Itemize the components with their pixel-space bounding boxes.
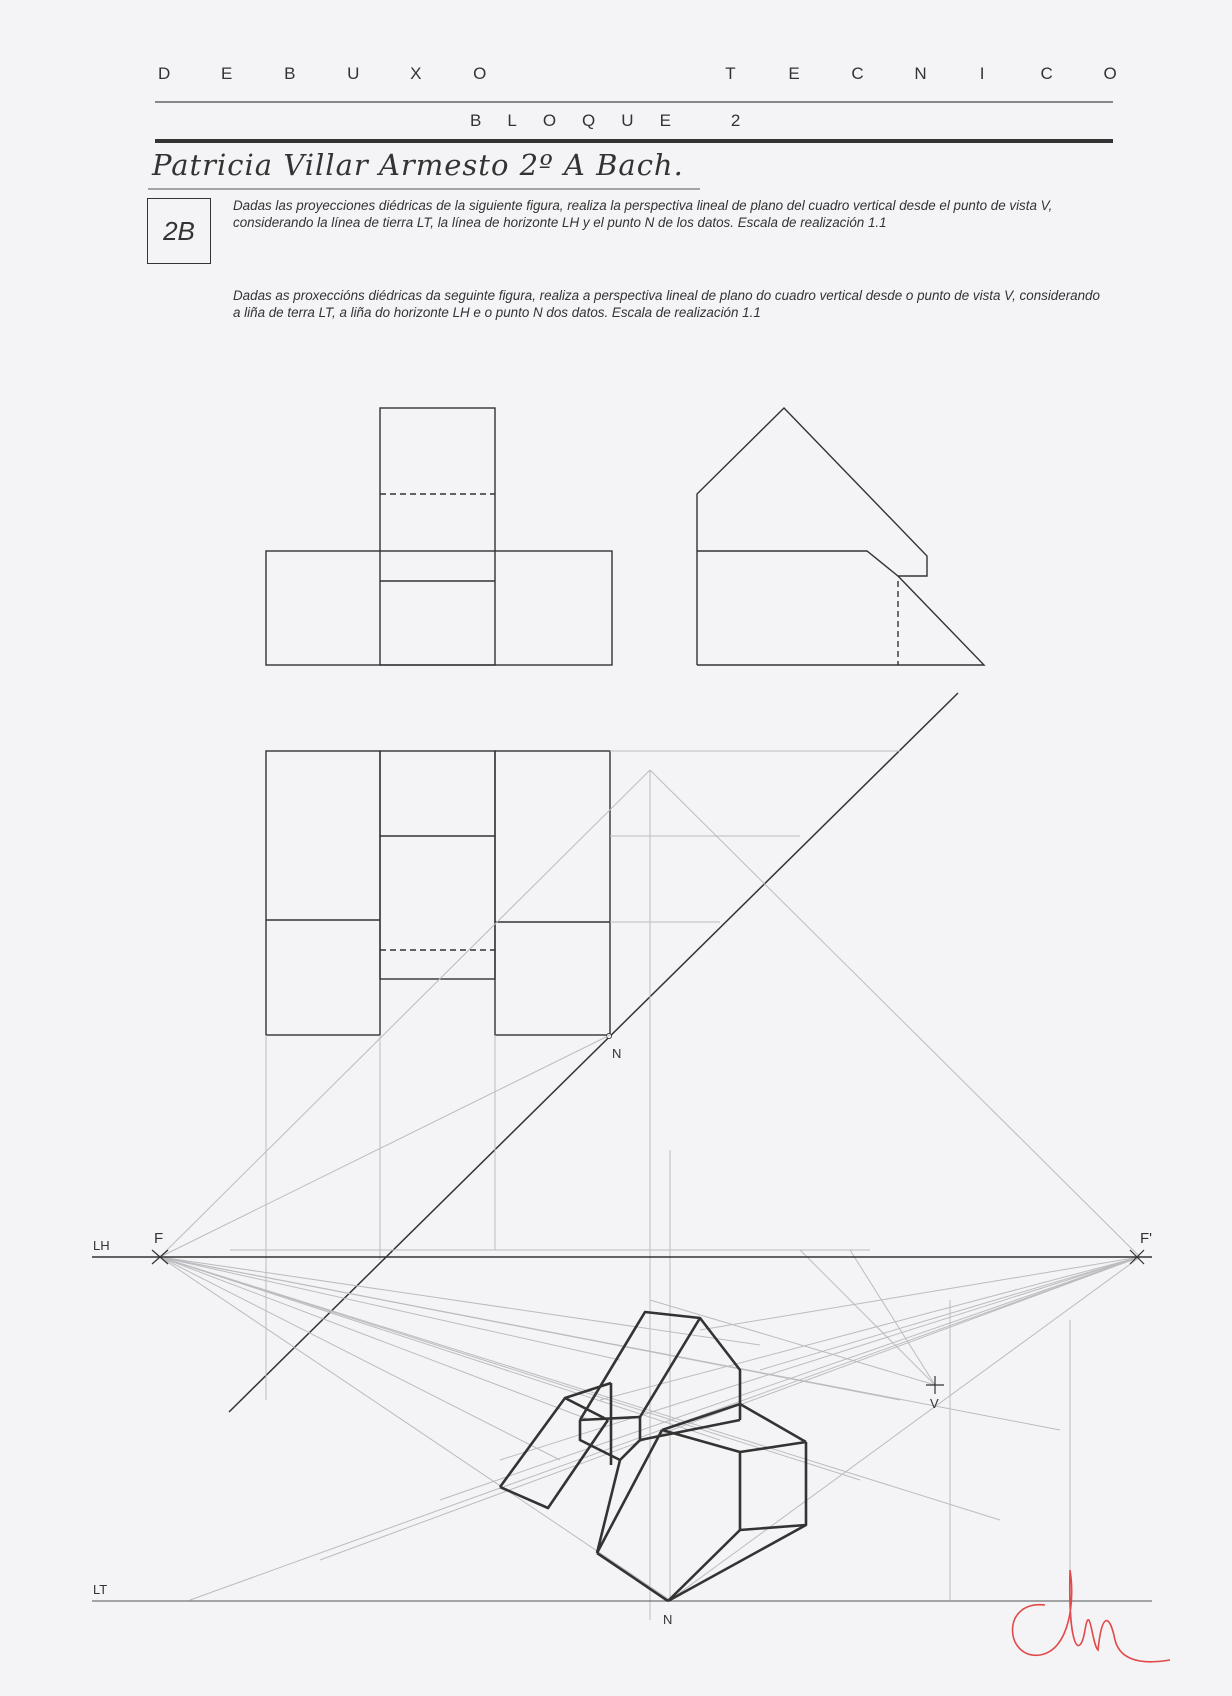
label-f-left: F (154, 1230, 164, 1247)
perspective-solid (500, 1312, 806, 1601)
bloque-letter: O (542, 111, 557, 130)
plan-view (266, 751, 610, 1035)
construction-lines (160, 751, 1140, 1620)
header-letter: N (914, 64, 927, 83)
header-letter: X (410, 64, 422, 83)
label-f-right: F' (1140, 1230, 1153, 1247)
header-letter: O (1103, 64, 1117, 83)
bloque-letter: U (621, 111, 634, 130)
diagonal-reference-line (229, 693, 958, 1412)
bloque-letter: L (507, 111, 517, 130)
label-n-ground: N (663, 1612, 673, 1627)
header-letter: C (1040, 64, 1053, 83)
exercise-text-es: Dadas las proyecciones diédricas de la siguiente figura, realiza la perspectiva lineal de plano del cuadro vertical desde el punto de vista V, considerando la línea de tierra LT, la línea de horizonte LH y el punto N de los datos. Escala de realización 1.1 (233, 198, 1053, 230)
exercise-id-box: 2B (147, 198, 211, 264)
header-letter: E (221, 64, 233, 83)
exercise-text-gl: Dadas as proxeccións diédricas da seguinte figura, realiza a perspectiva lineal de plano do cuadro vertical desde o punto de vista V, considerando a liña de terra LT, a liña do horizonte LH e o punto N dos datos. Escala de realización 1.1 (233, 288, 1100, 320)
header-letter: C (851, 64, 864, 83)
front-elevation (266, 408, 612, 665)
header-letter: B (284, 64, 296, 83)
side-elevation (697, 408, 984, 665)
bloque-letter: B (470, 111, 482, 130)
header-letter: E (788, 64, 800, 83)
label-lt: LT (93, 1582, 108, 1597)
header-letter: I (979, 64, 985, 83)
header-letter: T (725, 64, 736, 83)
label-v: V (930, 1396, 939, 1411)
bloque-letter: Q (582, 111, 596, 130)
teacher-signature (1013, 1570, 1171, 1662)
header-letter: U (347, 64, 360, 83)
label-n-plan: N (612, 1046, 622, 1061)
bloque-number: 2 (730, 111, 741, 130)
label-lh: LH (93, 1238, 110, 1253)
bloque-letter: E (659, 111, 671, 130)
header-letter: O (473, 64, 487, 83)
header-letter: D (158, 64, 171, 83)
student-name: Patricia Villar Armesto 2º A Bach. (152, 148, 684, 182)
